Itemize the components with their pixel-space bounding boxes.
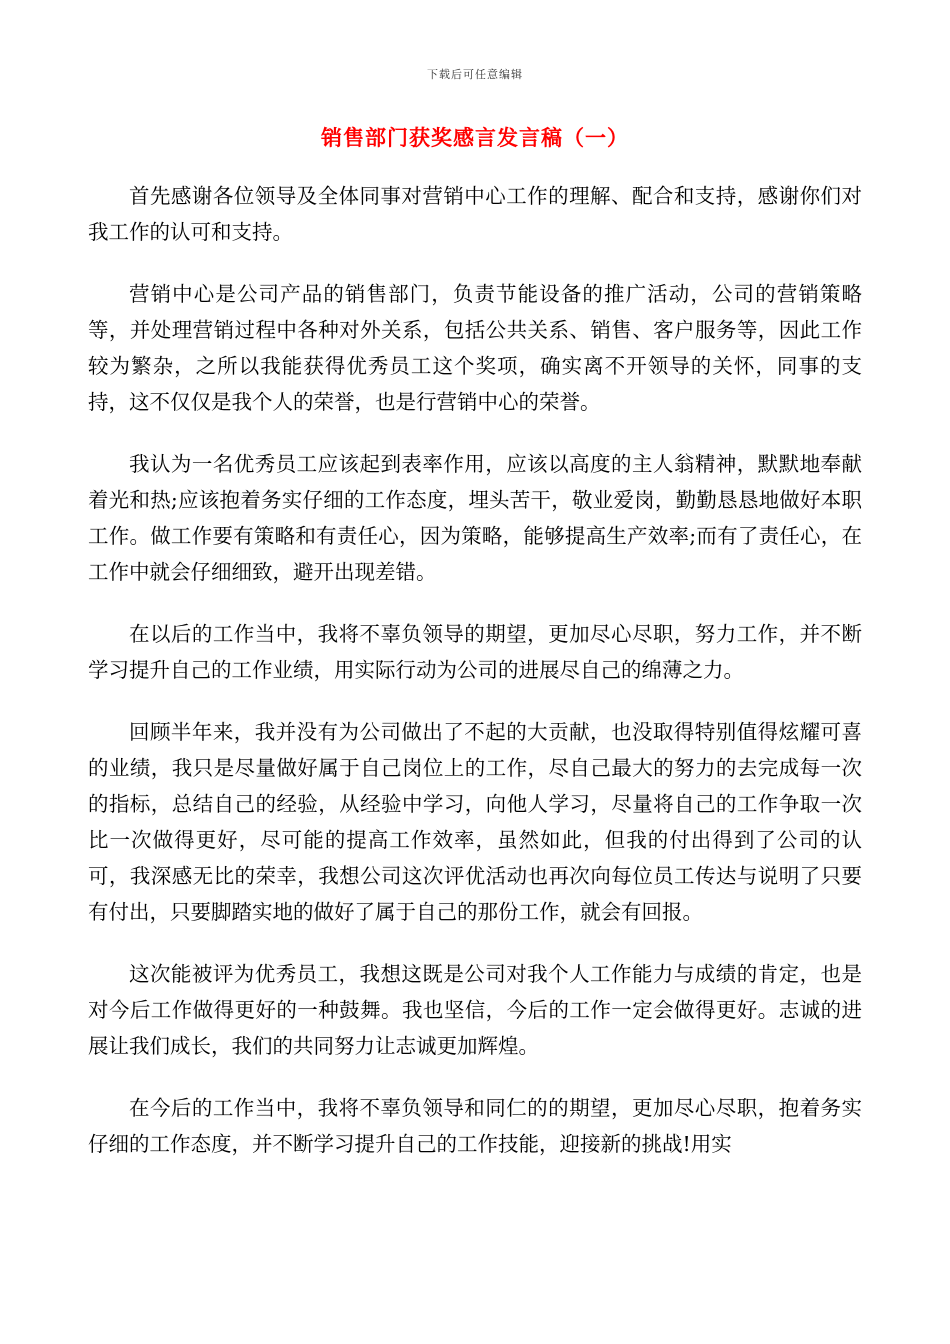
paragraph-7: 在今后的工作当中，我将不辜负领导和同仁的的期望，更加尽心尽职，抱着务实仔细的工作态度，并不断学习提升自己的工作技能，迎接新的挑战!用实 — [88, 1096, 862, 1156]
paragraph-5: 回顾半年来，我并没有为公司做出了不起的大贡献，也没取得特别值得炫耀可喜的业绩，我只是尽量做好属于自己岗位上的工作，尽自己最大的努力的去完成每一次的指标，总结自己的经验，从经验中学习，向他人学习，尽量将自己的工作争取一次比一次做得更好，尽可能的提高工作效率，虽然如此，但我的付出得到了公司的认可，我深感无比的荣幸，我想公司这次评优活动也再次向每位员工传达与说明了只要有付出，只要脚踏实地的做好了属于自己的那份工作，就会有回报。 — [88, 720, 862, 924]
download-note: 下载后可任意编辑 — [427, 68, 523, 81]
paragraph-1: 首先感谢各位领导及全体同事对营销中心工作的理解、配合和支持，感谢你们对我工作的认可和支持。 — [88, 184, 862, 244]
paragraph-6: 这次能被评为优秀员工，我想这既是公司对我个人工作能力与成绩的肯定，也是对今后工作做得更好的一种鼓舞。我也坚信，今后的工作一定会做得更好。志诚的进展让我们成长，我们的共同努力让志诚更加辉煌。 — [88, 962, 862, 1058]
paragraph-2: 营销中心是公司产品的销售部门，负责节能设备的推广活动，公司的营销策略等，并处理营销过程中各种对外关系，包括公共关系、销售、客户服务等，因此工作较为繁杂，之所以我能获得优秀员工这个奖项，确实离不开领导的关怀，同事的支持，这不仅仅是我个人的荣誉，也是行营销中心的荣誉。 — [88, 282, 862, 414]
document-title: 销售部门获奖感言发言稿（一） — [321, 125, 629, 150]
document-body — [88, 178, 862, 1188]
paragraph-4: 在以后的工作当中，我将不辜负领导的期望，更加尽心尽职，努力工作，并不断学习提升自己的工作业绩，用实际行动为公司的进展尽自己的绵薄之力。 — [88, 622, 862, 682]
paragraph-3: 我认为一名优秀员工应该起到表率作用，应该以高度的主人翁精神，默默地奉献着光和热;应该抱着务实仔细的工作态度，埋头苦干，敬业爱岗，勤勤恳恳地做好本职工作。做工作要有策略和有责任心，因为策略，能够提高生产效率;而有了责任心，在工作中就会仔细细致，避开出现差错。 — [88, 452, 862, 584]
